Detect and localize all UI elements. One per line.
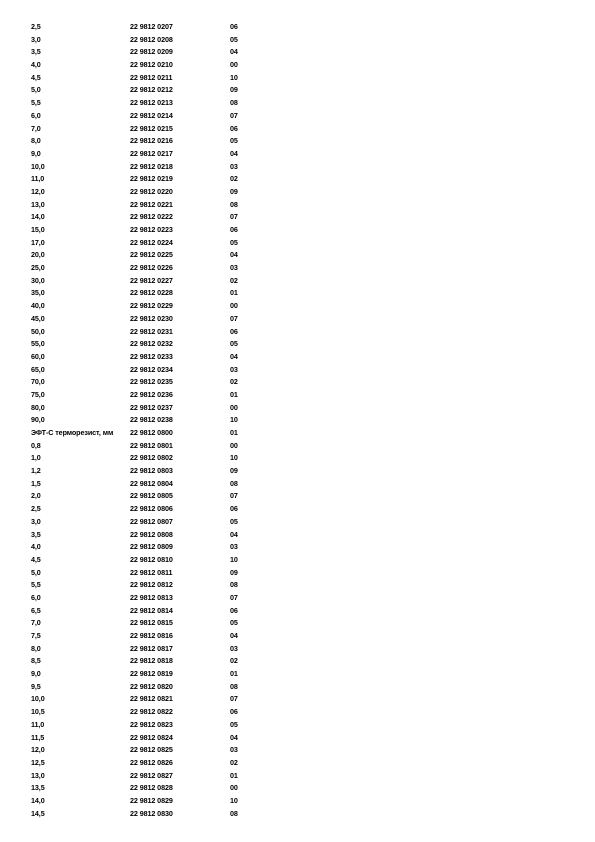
table-row — [31, 211, 451, 224]
code-cell: 22 9812 0216 — [130, 136, 173, 146]
check-digit-cell: 10 — [230, 72, 238, 82]
code-cell: 22 9812 0228 — [130, 288, 173, 298]
check-digit-cell: 03 — [230, 263, 238, 273]
size-cell: 6,5 — [31, 605, 41, 615]
check-digit-cell: 04 — [230, 529, 238, 539]
table-row — [31, 173, 451, 186]
code-cell: 22 9812 0211 — [130, 72, 173, 82]
check-digit-cell: 02 — [230, 757, 238, 767]
check-digit-cell: 10 — [230, 453, 238, 463]
size-cell: 9,5 — [31, 681, 41, 691]
size-cell: 11,0 — [31, 174, 45, 184]
check-digit-cell: 02 — [230, 656, 238, 666]
check-digit-cell: 00 — [230, 60, 238, 70]
size-cell: 7,0 — [31, 618, 41, 628]
code-cell: 22 9812 0810 — [130, 554, 173, 564]
code-cell: 22 9812 0806 — [130, 504, 173, 514]
code-cell: 22 9812 0230 — [130, 313, 173, 323]
size-cell: 6,0 — [31, 592, 41, 602]
code-cell: 22 9812 0212 — [130, 85, 173, 95]
check-digit-cell: 04 — [230, 250, 238, 260]
check-digit-cell: 08 — [230, 808, 238, 818]
table-row — [31, 224, 451, 237]
size-cell: 35,0 — [31, 288, 45, 298]
code-cell: 22 9812 0209 — [130, 47, 173, 57]
table-row — [31, 313, 451, 326]
code-cell: 22 9812 0224 — [130, 237, 173, 247]
table-row — [31, 186, 451, 199]
table-row — [31, 427, 451, 440]
code-cell: 22 9812 0802 — [130, 453, 173, 463]
size-cell: 10,5 — [31, 707, 45, 717]
table-row — [31, 237, 451, 250]
check-digit-cell: 04 — [230, 47, 238, 57]
code-cell: 22 9812 0219 — [130, 174, 173, 184]
size-cell: 13,0 — [31, 770, 45, 780]
size-cell: 80,0 — [31, 402, 45, 412]
check-digit-cell: 08 — [230, 681, 238, 691]
code-cell: 22 9812 0825 — [130, 745, 173, 755]
table-row — [31, 440, 451, 453]
table-row — [31, 59, 451, 72]
size-cell: 60,0 — [31, 351, 45, 361]
table-row — [31, 681, 451, 694]
code-cell: 22 9812 0234 — [130, 364, 173, 374]
check-digit-cell: 05 — [230, 136, 238, 146]
check-digit-cell: 04 — [230, 351, 238, 361]
check-digit-cell: 07 — [230, 694, 238, 704]
check-digit-cell: 05 — [230, 618, 238, 628]
size-cell: 2,5 — [31, 504, 41, 514]
table-row — [31, 465, 451, 478]
check-digit-cell: 07 — [230, 592, 238, 602]
size-cell: 10,0 — [31, 694, 45, 704]
table-row — [31, 503, 451, 516]
size-cell: 5,0 — [31, 85, 41, 95]
code-cell: 22 9812 0222 — [130, 212, 173, 222]
size-cell: 4,5 — [31, 72, 41, 82]
table-row — [31, 110, 451, 123]
table-row — [31, 262, 451, 275]
table-row — [31, 795, 451, 808]
table-row — [31, 655, 451, 668]
size-cell: ЭФТ-С терморезист, мм — [31, 428, 114, 437]
code-cell: 22 9812 0820 — [130, 681, 173, 691]
check-digit-cell: 02 — [230, 377, 238, 387]
code-cell: 22 9812 0238 — [130, 415, 173, 425]
table-row — [31, 478, 451, 491]
check-digit-cell: 08 — [230, 98, 238, 108]
size-cell: 3,0 — [31, 516, 41, 526]
table-row — [31, 414, 451, 427]
size-cell: 6,0 — [31, 110, 41, 120]
check-digit-cell: 10 — [230, 415, 238, 425]
code-cell: 22 9812 0805 — [130, 491, 173, 501]
code-cell: 22 9812 0236 — [130, 389, 173, 399]
table-row — [31, 351, 451, 364]
table-row — [31, 34, 451, 47]
code-cell: 22 9812 0814 — [130, 605, 173, 615]
size-cell: 2,0 — [31, 491, 41, 501]
table-row — [31, 199, 451, 212]
size-cell: 4,5 — [31, 554, 41, 564]
table-row — [31, 630, 451, 643]
table-row — [31, 338, 451, 351]
size-cell: 75,0 — [31, 389, 45, 399]
size-cell: 7,5 — [31, 631, 41, 640]
check-digit-cell: 03 — [230, 542, 238, 552]
table-row — [31, 389, 451, 402]
table-row — [31, 732, 451, 745]
table-row — [31, 123, 451, 136]
size-cell: 50,0 — [31, 326, 45, 336]
table-row — [31, 46, 451, 59]
check-digit-cell: 06 — [230, 326, 238, 336]
table-row — [31, 567, 451, 580]
size-cell: 30,0 — [31, 275, 45, 285]
code-cell: 22 9812 0822 — [130, 707, 173, 717]
code-cell: 22 9812 0210 — [130, 60, 173, 70]
size-cell: 1,5 — [31, 478, 41, 488]
check-digit-cell: 05 — [230, 516, 238, 526]
code-cell: 22 9812 0233 — [130, 351, 173, 361]
check-digit-cell: 00 — [230, 301, 238, 311]
code-cell: 22 9812 0815 — [130, 618, 173, 628]
size-cell: 0,8 — [31, 440, 41, 450]
code-cell: 22 9812 0830 — [130, 808, 173, 818]
table-row — [31, 706, 451, 719]
check-digit-cell: 01 — [230, 389, 238, 399]
size-cell: 2,5 — [31, 22, 41, 31]
table-row — [31, 770, 451, 783]
code-cell: 22 9812 0217 — [130, 148, 173, 158]
code-cell: 22 9812 0812 — [130, 580, 173, 590]
table-row — [31, 364, 451, 377]
code-cell: 22 9812 0816 — [130, 631, 173, 640]
table-row — [31, 402, 451, 415]
code-cell: 22 9812 0220 — [130, 186, 173, 196]
code-cell: 22 9812 0823 — [130, 719, 173, 729]
check-digit-cell: 02 — [230, 275, 238, 285]
table-row — [31, 592, 451, 605]
code-cell: 22 9812 0829 — [130, 795, 173, 805]
code-cell: 22 9812 0225 — [130, 250, 173, 260]
size-cell: 9,0 — [31, 669, 41, 679]
check-digit-cell: 05 — [230, 339, 238, 349]
code-cell: 22 9812 0213 — [130, 98, 173, 108]
table-row — [31, 300, 451, 313]
table-row — [31, 148, 451, 161]
check-digit-cell: 10 — [230, 795, 238, 805]
check-digit-cell: 03 — [230, 364, 238, 374]
size-cell: 8,0 — [31, 643, 41, 653]
size-cell: 5,5 — [31, 580, 41, 590]
code-cell: 22 9812 0827 — [130, 770, 173, 780]
code-cell: 22 9812 0807 — [130, 516, 173, 526]
check-digit-cell: 07 — [230, 110, 238, 120]
table-row — [31, 275, 451, 288]
size-cell: 11,0 — [31, 719, 45, 729]
size-cell: 20,0 — [31, 250, 45, 260]
check-digit-cell: 06 — [230, 707, 238, 717]
check-digit-cell: 08 — [230, 199, 238, 209]
check-digit-cell: 03 — [230, 643, 238, 653]
check-digit-cell: 05 — [230, 34, 238, 44]
size-cell: 17,0 — [31, 237, 45, 247]
size-cell: 12,0 — [31, 745, 45, 755]
size-cell: 1,0 — [31, 453, 41, 463]
table-row — [31, 757, 451, 770]
size-cell: 7,0 — [31, 123, 41, 133]
code-cell: 22 9812 0819 — [130, 669, 173, 679]
size-cell: 65,0 — [31, 364, 45, 374]
check-digit-cell: 05 — [230, 719, 238, 729]
size-cell: 5,0 — [31, 567, 41, 577]
code-cell: 22 9812 0804 — [130, 478, 173, 488]
check-digit-cell: 05 — [230, 237, 238, 247]
size-cell: 3,0 — [31, 34, 41, 44]
code-cell: 22 9812 0809 — [130, 542, 173, 552]
code-cell: 22 9812 0826 — [130, 757, 173, 767]
table-row — [31, 287, 451, 300]
check-digit-cell: 09 — [230, 85, 238, 95]
check-digit-cell: 09 — [230, 567, 238, 577]
check-digit-cell: 00 — [230, 783, 238, 793]
check-digit-cell: 06 — [230, 22, 238, 31]
code-cell: 22 9812 0237 — [130, 402, 173, 412]
code-cell: 22 9812 0207 — [130, 22, 173, 31]
code-cell: 22 9812 0208 — [130, 34, 173, 44]
check-digit-cell: 01 — [230, 669, 238, 679]
code-cell: 22 9812 0803 — [130, 466, 173, 476]
size-cell: 10,0 — [31, 161, 45, 171]
size-cell: 9,0 — [31, 148, 41, 158]
check-digit-cell: 03 — [230, 161, 238, 171]
check-digit-cell: 04 — [230, 631, 238, 640]
table-row — [31, 605, 451, 618]
table-row — [31, 782, 451, 795]
size-cell: 4,0 — [31, 60, 41, 70]
code-cell: 22 9812 0226 — [130, 263, 173, 273]
size-cell: 13,0 — [31, 199, 45, 209]
table-row — [31, 808, 451, 821]
size-cell: 3,5 — [31, 529, 41, 539]
table-row — [31, 21, 451, 34]
code-cell: 22 9812 0231 — [130, 326, 173, 336]
code-cell: 22 9812 0808 — [130, 529, 173, 539]
table-row — [31, 326, 451, 339]
check-digit-cell: 01 — [230, 288, 238, 298]
table-row — [31, 529, 451, 542]
table-row — [31, 541, 451, 554]
table-row — [31, 376, 451, 389]
table-row — [31, 161, 451, 174]
check-digit-cell: 07 — [230, 491, 238, 501]
table-row — [31, 643, 451, 656]
size-cell: 8,5 — [31, 656, 41, 666]
size-cell: 15,0 — [31, 225, 45, 234]
code-cell: 22 9812 0214 — [130, 110, 173, 120]
size-cell: 12,0 — [31, 186, 45, 196]
check-digit-cell: 00 — [230, 402, 238, 412]
code-cell: 22 9812 0800 — [130, 428, 173, 437]
check-digit-cell: 09 — [230, 186, 238, 196]
table-row — [31, 579, 451, 592]
size-cell: 14,5 — [31, 808, 45, 818]
check-digit-cell: 00 — [230, 440, 238, 450]
check-digit-cell: 06 — [230, 504, 238, 514]
table-row — [31, 744, 451, 757]
code-cell: 22 9812 0813 — [130, 592, 173, 602]
check-digit-cell: 02 — [230, 174, 238, 184]
size-cell: 11,5 — [31, 732, 45, 742]
size-cell: 13,5 — [31, 783, 45, 793]
check-digit-cell: 06 — [230, 605, 238, 615]
check-digit-cell: 08 — [230, 478, 238, 488]
size-cell: 40,0 — [31, 301, 45, 311]
check-digit-cell: 04 — [230, 732, 238, 742]
check-digit-cell: 07 — [230, 212, 238, 222]
code-cell: 22 9812 0232 — [130, 339, 173, 349]
size-cell: 70,0 — [31, 377, 45, 387]
table-row — [31, 84, 451, 97]
check-digit-cell: 01 — [230, 428, 238, 437]
table-row — [31, 617, 451, 630]
size-cell: 90,0 — [31, 415, 45, 425]
check-digit-cell: 04 — [230, 148, 238, 158]
size-cell: 45,0 — [31, 313, 45, 323]
size-cell: 55,0 — [31, 339, 45, 349]
size-cell: 25,0 — [31, 263, 45, 273]
check-digit-cell: 09 — [230, 466, 238, 476]
code-cell: 22 9812 0218 — [130, 161, 173, 171]
size-cell: 14,0 — [31, 795, 45, 805]
table-row — [31, 516, 451, 529]
size-cell: 3,5 — [31, 47, 41, 57]
table-row — [31, 135, 451, 148]
table-row — [31, 668, 451, 681]
code-cell: 22 9812 0824 — [130, 732, 173, 742]
table-row — [31, 490, 451, 503]
check-digit-cell: 01 — [230, 770, 238, 780]
code-cell: 22 9812 0801 — [130, 440, 173, 450]
size-cell: 5,5 — [31, 98, 41, 108]
check-digit-cell: 07 — [230, 313, 238, 323]
table-row — [31, 72, 451, 85]
table-row — [31, 249, 451, 262]
check-digit-cell: 08 — [230, 580, 238, 590]
check-digit-cell: 06 — [230, 225, 238, 234]
check-digit-cell: 03 — [230, 745, 238, 755]
code-cell: 22 9812 0223 — [130, 225, 173, 234]
code-cell: 22 9812 0227 — [130, 275, 173, 285]
size-cell: 4,0 — [31, 542, 41, 552]
code-cell: 22 9812 0215 — [130, 123, 173, 133]
code-cell: 22 9812 0811 — [130, 567, 173, 577]
check-digit-cell: 06 — [230, 123, 238, 133]
code-cell: 22 9812 0818 — [130, 656, 173, 666]
code-cell: 22 9812 0221 — [130, 199, 173, 209]
size-cell: 14,0 — [31, 212, 45, 222]
size-cell: 8,0 — [31, 136, 41, 146]
size-cell: 1,2 — [31, 466, 41, 476]
table-row — [31, 693, 451, 706]
table-row — [31, 97, 451, 110]
check-digit-cell: 10 — [230, 554, 238, 564]
table-row — [31, 719, 451, 732]
code-cell: 22 9812 0821 — [130, 694, 173, 704]
code-cell: 22 9812 0235 — [130, 377, 173, 387]
code-cell: 22 9812 0229 — [130, 301, 173, 311]
table-row — [31, 452, 451, 465]
size-cell: 12,5 — [31, 757, 45, 767]
code-cell: 22 9812 0817 — [130, 643, 173, 653]
table-row — [31, 554, 451, 567]
code-table — [31, 21, 451, 820]
code-cell: 22 9812 0828 — [130, 783, 173, 793]
